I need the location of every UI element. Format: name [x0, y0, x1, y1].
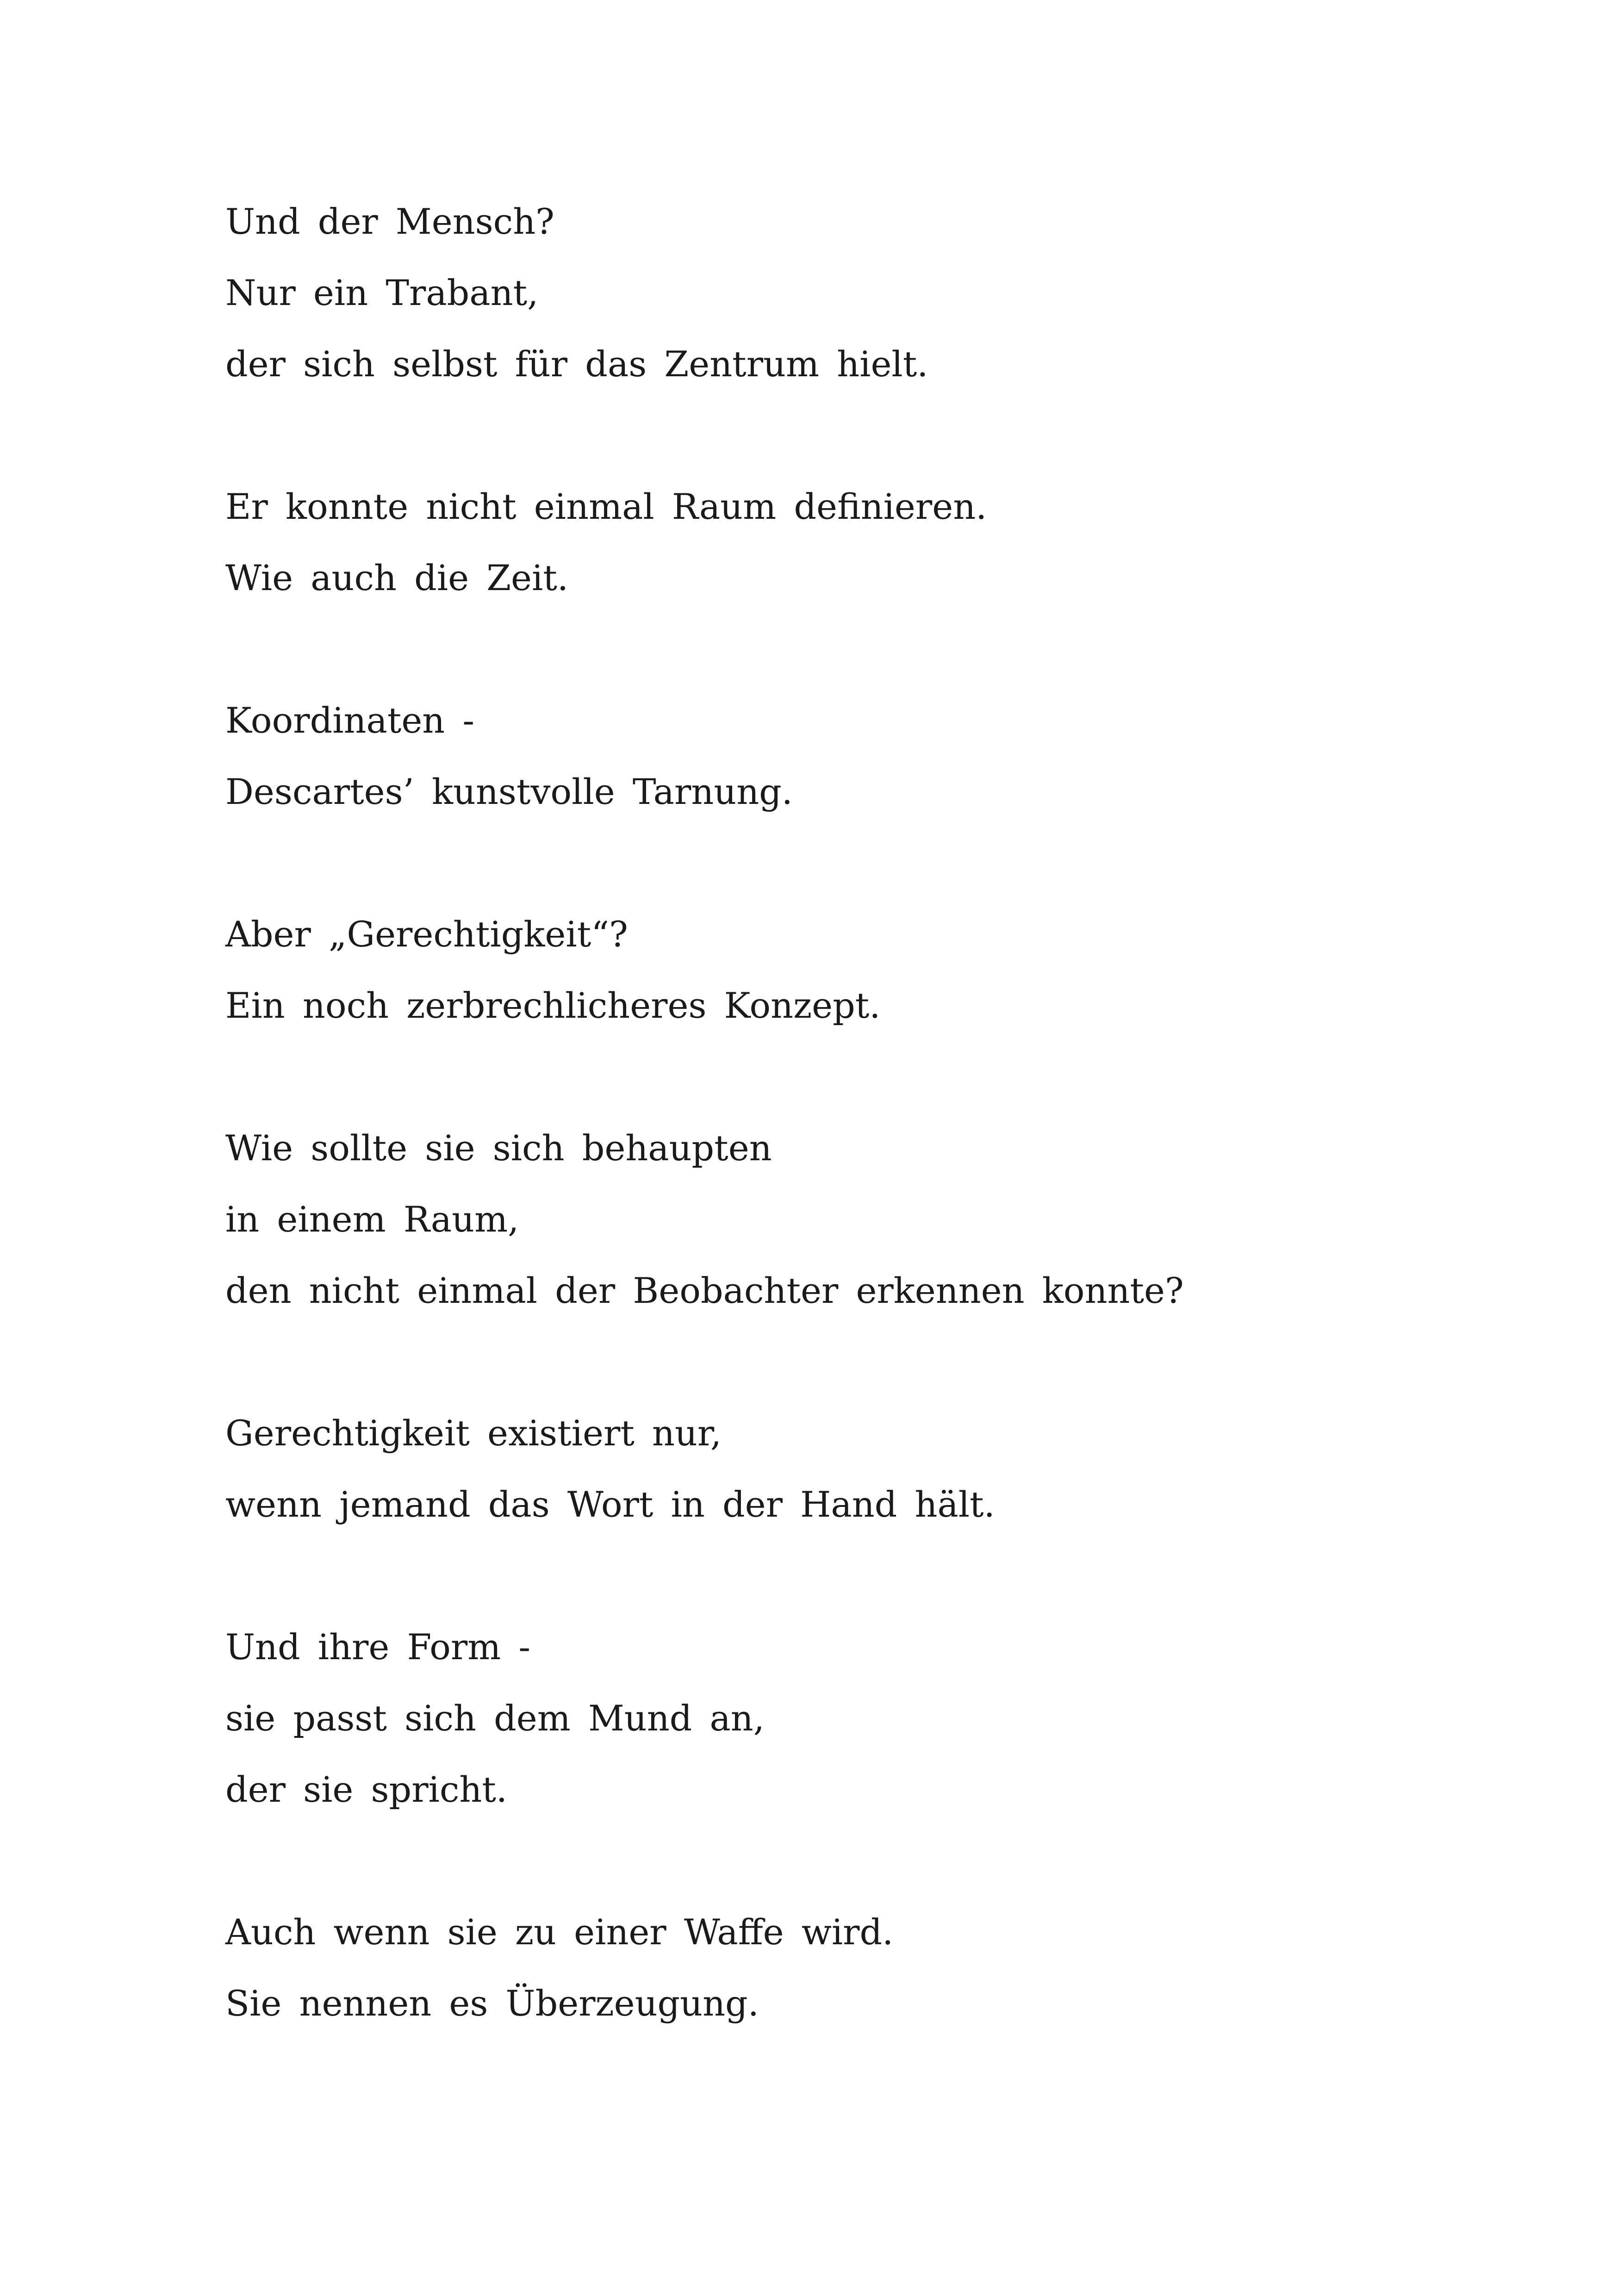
- poem-line: Nur ein Trabant,: [225, 272, 539, 313]
- poem-line: Descartes’ kunstvolle Tarnung.: [225, 771, 793, 812]
- stanza: [225, 479, 1429, 622]
- poem-line: Er konnte nicht einmal Raum definieren.: [225, 486, 987, 527]
- stanza: [225, 1406, 1429, 1549]
- poem-line: der sie spricht.: [225, 1769, 508, 1810]
- poem-body: [225, 194, 1429, 2047]
- poem-line: Aber „Gerechtigkeit“?: [225, 914, 628, 955]
- poem-line: wenn jemand das Wort in der Hand hält.: [225, 1484, 995, 1525]
- poem-line: Ein noch zerbrechlicheres Konzept.: [225, 985, 881, 1026]
- poem-line: Und der Mensch?: [225, 201, 554, 242]
- poem-line: Wie sollte sie sich behaupten: [225, 1127, 772, 1169]
- poem-line: Sie nennen es Überzeugung.: [225, 1983, 759, 2024]
- stanza-gap: [225, 1549, 1429, 1620]
- stanza-gap: [225, 1335, 1429, 1406]
- poem-line: Gerechtigkeit existiert nur,: [225, 1412, 722, 1454]
- stanza-gap: [225, 408, 1429, 479]
- stanza-gap: [225, 622, 1429, 693]
- stanza: [225, 1620, 1429, 1834]
- stanza: [225, 1905, 1429, 2047]
- stanza: [225, 907, 1429, 1050]
- poem-line: Koordinaten -: [225, 700, 475, 741]
- poem-line: Und ihre Form -: [225, 1626, 531, 1668]
- stanza-gap: [225, 1834, 1429, 1905]
- poem-line: sie passt sich dem Mund an,: [225, 1698, 765, 1739]
- stanza-gap: [225, 1050, 1429, 1121]
- poem-line: Auch wenn sie zu einer Waffe wird.: [225, 1911, 894, 1953]
- stanza: [225, 1121, 1429, 1335]
- poem-line: den nicht einmal der Beobachter erkennen konnte?: [225, 1270, 1184, 1311]
- poem-line: der sich selbst für das Zentrum hielt.: [225, 343, 928, 385]
- stanza: [225, 194, 1429, 408]
- poem-line: Wie auch die Zeit.: [225, 557, 569, 598]
- stanza: [225, 693, 1429, 836]
- stanza-gap: [225, 836, 1429, 907]
- poem-line: in einem Raum,: [225, 1199, 519, 1240]
